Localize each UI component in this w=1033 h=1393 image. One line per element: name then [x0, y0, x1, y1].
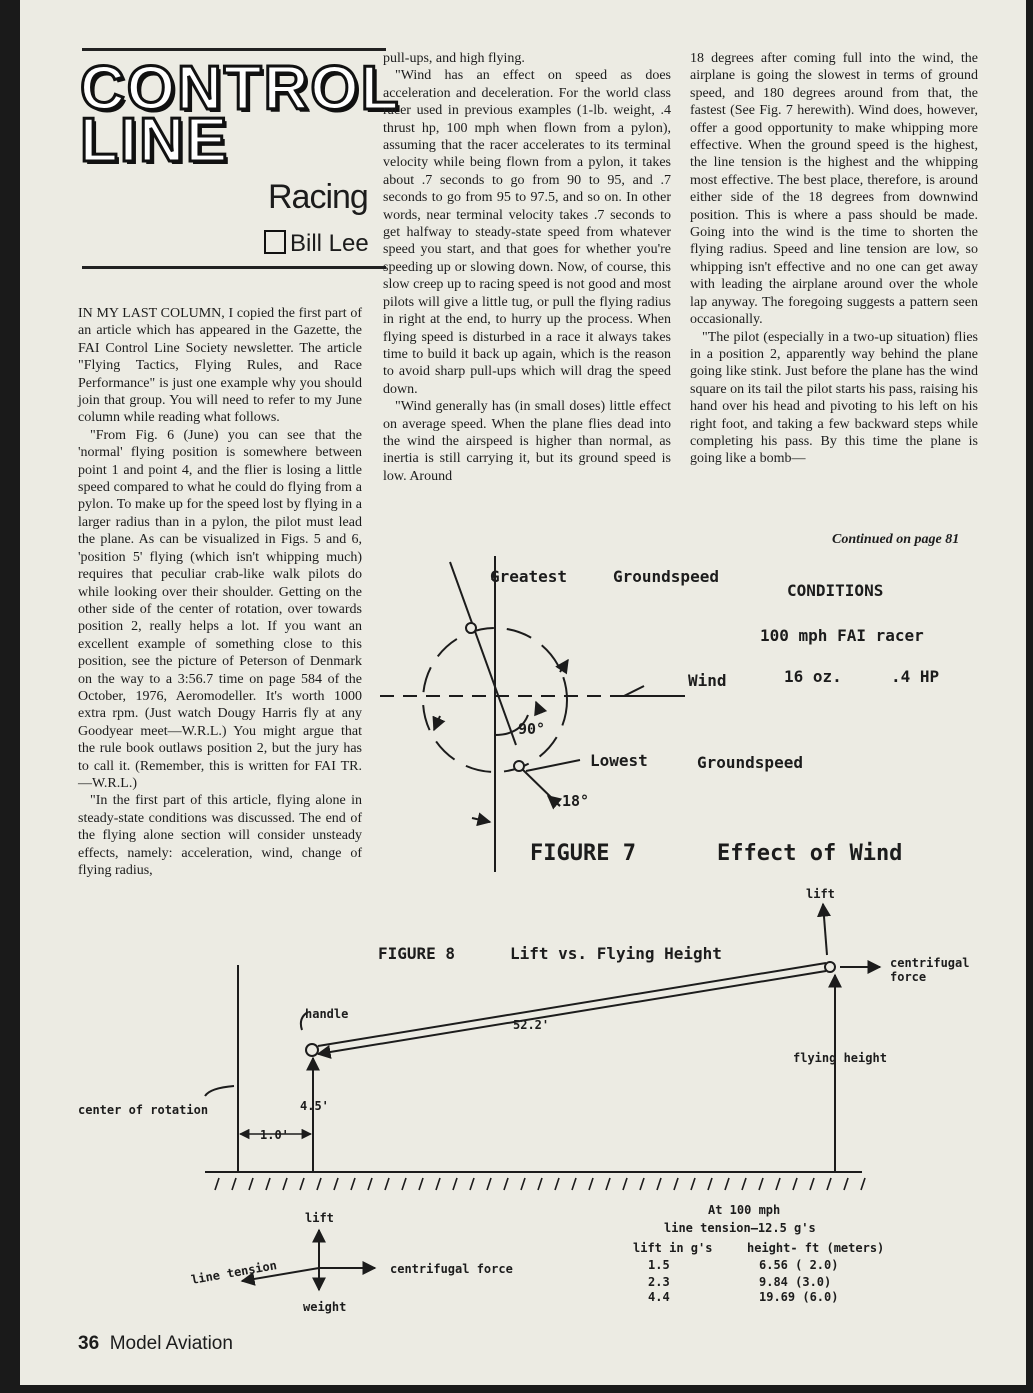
ground-hatch-mark: [368, 1178, 372, 1190]
page-footer: [78, 1333, 233, 1355]
ground-hatch-mark: [402, 1178, 406, 1190]
fig7-lowest-pointer: [526, 760, 580, 771]
ground-hatch-mark: [317, 1178, 321, 1190]
fig7-greatest-label: Greatest: [490, 567, 568, 586]
fig8-ground-hatching: [215, 1178, 865, 1190]
ground-hatch-mark: [810, 1178, 814, 1190]
fig8-caption-text: Lift vs. Flying Height: [510, 944, 722, 963]
fig7-lowest-point: [514, 761, 524, 771]
ground-hatch-mark: [759, 1178, 763, 1190]
fig8-table-lift: 1.5: [648, 1258, 670, 1272]
fig8-force-label: force: [890, 970, 927, 984]
fig8-caption-number: FIGURE 8: [378, 944, 456, 963]
ground-hatch-mark: [708, 1178, 712, 1190]
ground-hatch-mark: [266, 1178, 270, 1190]
ground-hatch-mark: [555, 1178, 559, 1190]
ground-hatch-mark: [572, 1178, 576, 1190]
title-line: LINE: [80, 106, 230, 175]
ground-hatch-mark: [385, 1178, 389, 1190]
fig8-handle-height-label: 4.5': [300, 1099, 329, 1113]
fig7-racer-label: 100 mph FAI racer: [760, 626, 924, 645]
col1-paragraph: "From Fig. 6 (June) you can see that the 'normal' flying position is somewhere between point 1 and point 4, and the flier is losing a little speed compared to what he could do flying from a pylon. To make up for the speed lost by flying in a larger radius than in a pylon, the pilot must lead the plane. As can be visualized in Figs. 5 and 6, 'position 5' flying (which isn't whipping much) requires that peculiar crab-like walk pilots do while looking over their shoulder. Getting on the other side of the center of rotation, over towards position 2, really helps a lot. If you want an excellent example of something close to this position, see the picture of Peterson of Denmark on the way to a 3:56.7 time on page 584 of the October, 1976, Aeromodeller. It's worth 1000 extra rpm. (Just watch Dougy Harris fly at any Goodyear meet—W.R.L.) You might argue that the rule book outlaws position 2, but the jury has to call it. (Remember, this is written for FAI TR.—W.R.L.): [78, 427, 362, 791]
vector-lift-label: lift: [305, 1211, 334, 1225]
fig7-wind-arrow: [624, 686, 644, 696]
fig8-control-line-2: [318, 971, 826, 1054]
fig8-table-height: 6.56 ( 2.0): [759, 1258, 839, 1272]
fig8-control-line-1: [318, 963, 826, 1046]
fig8-lift-label: lift: [806, 887, 835, 901]
fig8-speed-note: At 100 mph: [708, 1203, 781, 1217]
fig7-caption-text: Effect of Wind: [717, 841, 903, 866]
vector-weight-label: weight: [303, 1300, 347, 1314]
fig8-table-header-lift: lift in g's: [633, 1241, 713, 1255]
ground-hatch-mark: [283, 1178, 287, 1190]
fig8-table-lift: 4.4: [648, 1290, 670, 1304]
ground-hatch-mark: [249, 1178, 253, 1190]
ground-hatch-mark: [691, 1178, 695, 1190]
ground-hatch-mark: [232, 1178, 236, 1190]
fig8-handle: [306, 1044, 318, 1056]
subtitle-racing: Racing: [268, 178, 368, 216]
fig8-tension-note: line tension—12.5 g's: [664, 1221, 816, 1235]
col2-paragraph: "Wind generally has (in small doses) little effect on average speed. When the plane flies dead into the wind the airspeed is higher than normal, as inertia is still carrying it, but its ground speed is low. Around: [383, 399, 671, 484]
vector-centrifugal-label: centrifugal force: [390, 1262, 513, 1276]
col1-paragraph: "In the first part of this article, flying alone in steady-state conditions was discussed. The end of the flying alone section will consider unsteady effects, namely: acceleration, wind, change of flying radius,: [78, 793, 362, 878]
fig8-lift-arrow: [823, 904, 827, 955]
col3-paragraph: 18 degrees after coming full into the wind, the airplane is going the slowest in terms of ground speed, and 180 degrees around from that, the fastest (See Fig. 7 herewith). Wind does, however, offer a good opportunity to make whipping more effective. When the ground speed is the highest, the line tension is the highest and the whipping most effective. The best place, therefore, is around either side of the 18 degrees from downwind position. This is where a pass should be made. Going into the wind is the time to shorten the flying radius. Speed and line tension are low, so whipping isn't effective and no one can get away with leading the airplane around over the whole lap anyway. The foregoing suggests a pattern seen occasionally.: [690, 51, 978, 328]
fig7-angle-18-arrow: [548, 796, 560, 806]
col1-paragraph: IN MY LAST COLUMN, I copied the first part of an article which has appeared in the Gazette, the FAI Control Line Society newsletter. The article "Flying Tactics, Flying Rules, and Race Performance" is just one example why you should join that group. You will need to refer to my June column while reading what follows.: [78, 306, 362, 426]
ground-hatch-mark: [725, 1178, 729, 1190]
ground-hatch-mark: [640, 1178, 644, 1190]
col2-paragraph: "Wind has an effect on speed as does acceleration and deceleration. For the world class racer used in previous examples (1-lb. weight, .4 thrust hp, 100 mph when flown from a pylon), assuming that the racer accelerates to its terminal velocity while being flown from a pylon, it takes about .7 seconds to go from 90 to 95, and .7 seconds to go from 95 to 97.5, and so on. In other words, near terminal velocity takes .7 seconds to get halfway to steady-state speed from whatever speed you start, and that goes for whether you're speeding up or slowing down. Now, of course, this slow creep up to racing speed is not good and most pilots will give a little tug, or pull the flying radius in right at the end, to hurry up the process. When flying speed is disturbed in a race it always takes time to build it back up again, which is the reason to avoid sharp pull-ups which will drag the speed down.: [383, 68, 671, 397]
ground-hatch-mark: [776, 1178, 780, 1190]
figures-diagram: [20, 0, 1026, 1385]
fig7-circle-arrow: [560, 660, 568, 672]
ground-hatch-mark: [300, 1178, 304, 1190]
col2-paragraph: pull-ups, and high flying.: [383, 51, 525, 66]
fig8-line-length-label: 52.2': [513, 1018, 550, 1032]
ground-hatch-mark: [215, 1178, 219, 1190]
magazine-page: [20, 0, 1026, 1385]
fig7-wind-label: Wind: [688, 671, 727, 690]
magazine-name: Model Aviation: [109, 1333, 233, 1354]
ground-hatch-mark: [504, 1178, 508, 1190]
fig7-angle-90-label: 90°: [518, 720, 546, 738]
fig7-angle-arrow: [536, 702, 540, 712]
figure-7: [380, 556, 685, 872]
fig7-greatest-line: [450, 562, 516, 745]
ground-hatch-mark: [351, 1178, 355, 1190]
fig8-centrifugal-label: centrifugal: [890, 956, 970, 970]
fig7-weight-label: 16 oz.: [784, 667, 842, 686]
ground-hatch-mark: [436, 1178, 440, 1190]
fig7-greatest-point: [466, 623, 476, 633]
fig7-angle-18-label: 18°: [562, 792, 590, 810]
col3-paragraph: "The pilot (especially in a two-up situation) flies in a position 2, apparently way behind the plane going like stink. Just before the plane has the wind square on its tail the pilot starts his pass, raising his hand over his head and pivoting to his left on his right foot, and taking a few backward steps while completing his pass. By this time the plane is going like a bomb—: [690, 329, 978, 467]
continued-note: Continued on page 81: [832, 532, 960, 547]
author-name: Bill Lee: [290, 230, 369, 257]
ground-hatch-mark: [521, 1178, 525, 1190]
title-control: CONTROL: [80, 54, 401, 123]
ground-hatch-mark: [538, 1178, 542, 1190]
fig8-center-pointer: [205, 1086, 234, 1096]
ground-hatch-mark: [827, 1178, 831, 1190]
fig8-table-header-height: height- ft (meters): [747, 1241, 885, 1255]
ground-hatch-mark: [453, 1178, 457, 1190]
ground-hatch-mark: [487, 1178, 491, 1190]
page-number: 36: [78, 1333, 100, 1354]
ground-hatch-mark: [623, 1178, 627, 1190]
ground-hatch-mark: [674, 1178, 678, 1190]
fig7-groundspeed-label: Groundspeed: [613, 567, 719, 586]
ground-hatch-mark: [589, 1178, 593, 1190]
fig8-center-rotation-label: center of rotation: [78, 1103, 209, 1117]
fig8-handle-label: handle: [305, 1007, 349, 1021]
fig8-plane: [825, 962, 835, 972]
fig8-table-lift: 2.3: [648, 1275, 670, 1289]
fig8-offset-label: 1.0': [260, 1128, 289, 1142]
ground-hatch-mark: [419, 1178, 423, 1190]
ground-hatch-mark: [861, 1178, 865, 1190]
fig8-table-height: 19.69 (6.0): [759, 1290, 839, 1304]
fig7-caption-number: FIGURE 7: [530, 841, 636, 866]
ground-hatch-mark: [470, 1178, 474, 1190]
ground-hatch-mark: [793, 1178, 797, 1190]
ground-hatch-mark: [742, 1178, 746, 1190]
fig7-groundspeed2-label: Groundspeed: [697, 753, 803, 772]
fig7-lowest-label: Lowest: [590, 751, 648, 770]
fig7-offset-arrow: [472, 818, 490, 822]
vector-tension-label: line tension: [190, 1258, 278, 1287]
fig8-flying-height-label: flying height: [793, 1051, 887, 1065]
ground-hatch-mark: [606, 1178, 610, 1190]
fig7-conditions-label: CONDITIONS: [787, 581, 884, 600]
fig8-table-height: 9.84 (3.0): [759, 1275, 832, 1289]
ground-hatch-mark: [844, 1178, 848, 1190]
fig7-hp-label: .4 HP: [891, 667, 940, 686]
ground-hatch-mark: [657, 1178, 661, 1190]
fig7-circle-arrow: [434, 716, 440, 730]
ground-hatch-mark: [334, 1178, 338, 1190]
